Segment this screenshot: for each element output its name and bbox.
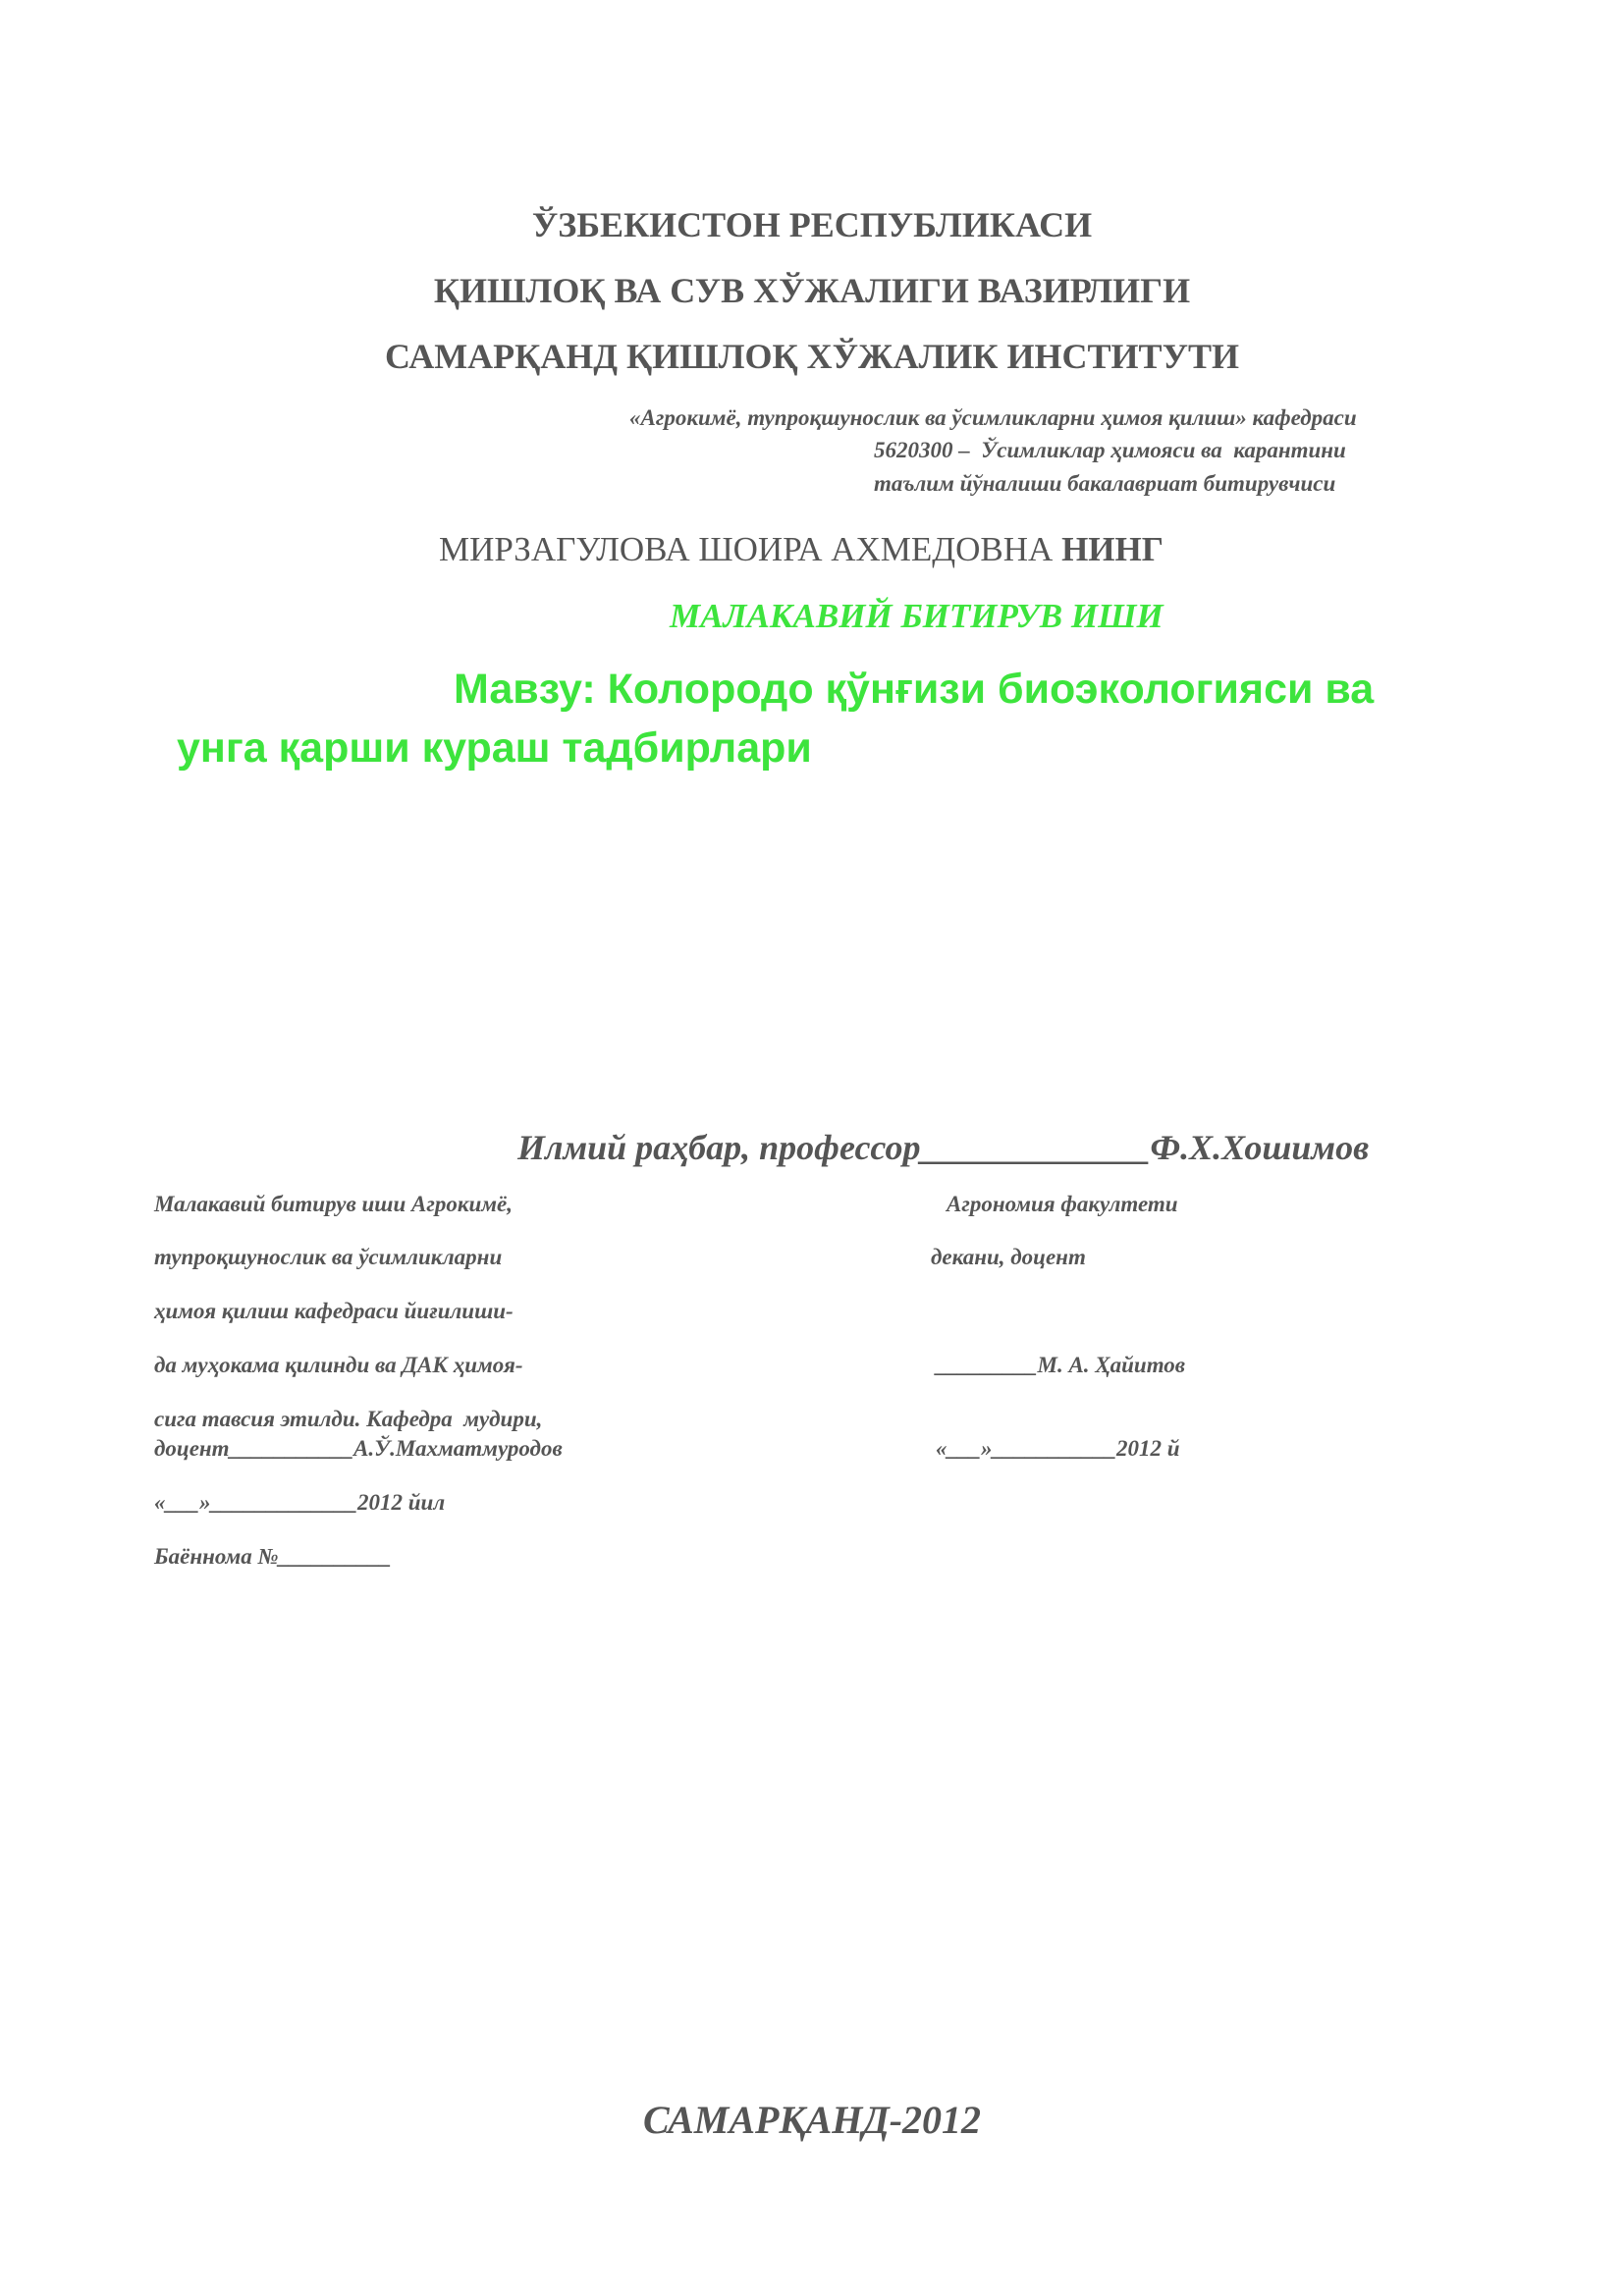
approval-left-date: «___»_____________2012 йил	[154, 1490, 446, 1515]
topic-line-1: Мавзу: Колородо қўнғизи биоэкологияси ва	[454, 666, 1375, 713]
supervisor-line: Илмий раҳбар, профессор_____________Ф.Х.Хошимов	[517, 1128, 1370, 1167]
work-type: МАЛАКАВИЙ БИТИРУВ ИШИ	[670, 597, 1164, 635]
ministry-country: ЎЗБЕКИСТОН РЕСПУБЛИКАСИ	[531, 205, 1093, 244]
student-name	[439, 530, 1164, 569]
student-name-suffix: НИНГ	[1061, 530, 1164, 568]
ministry-name: ҚИШЛОҚ ВА СУВ ХЎЖАЛИГИ ВАЗИРЛИГИ	[433, 271, 1191, 310]
approval-right-line-2: декани, доцент	[931, 1245, 1086, 1269]
approval-left-line-4: да муҳокама қилинди ва ДАК ҳимоя-	[154, 1353, 523, 1377]
approval-left-line-3: ҳимоя қилиш кафедраси йиғилиши-	[154, 1299, 514, 1323]
approval-right-date: «___»___________2012 й	[936, 1436, 1180, 1461]
approval-left-line-6: доцент___________А.Ў.Махматмуродов	[154, 1436, 563, 1461]
dean-signature-line: _________М. А. Ҳайитов	[936, 1353, 1186, 1377]
degree-program: таълим йўналиши бакалавриат битирувчиси	[874, 471, 1336, 496]
protocol-number: Баённома №__________	[154, 1544, 392, 1569]
approval-left-line-1: Малакавий битирув иши Агрокимё,	[154, 1192, 513, 1216]
student-full-name: МИРЗАГУЛОВА ШОИРА АХМЕДОВНА	[439, 530, 1062, 568]
department-name: «Агрокимё, тупроқшунослик ва ўсимликларни ҳимоя қилиш» кафедраси	[629, 405, 1357, 430]
approval-right-line-1: Агрономия факултети	[947, 1192, 1178, 1216]
institute-name: САМАРҚАНД ҚИШЛОҚ ХЎЖАЛИК ИНСТИТУТИ	[384, 337, 1239, 376]
specialty-code: 5620300 – Ўсимликлар ҳимояси ва карантини	[874, 438, 1346, 462]
topic-line-2: унга қарши кураш тадбирлари	[177, 724, 812, 772]
approval-left-line-5: сига тавсия этилди. Кафедра мудири,	[154, 1407, 543, 1431]
city-year: САМАРҚАНД-2012	[642, 2098, 982, 2142]
approval-left-line-2: тупроқшунослик ва ўсимликларни	[154, 1245, 503, 1269]
